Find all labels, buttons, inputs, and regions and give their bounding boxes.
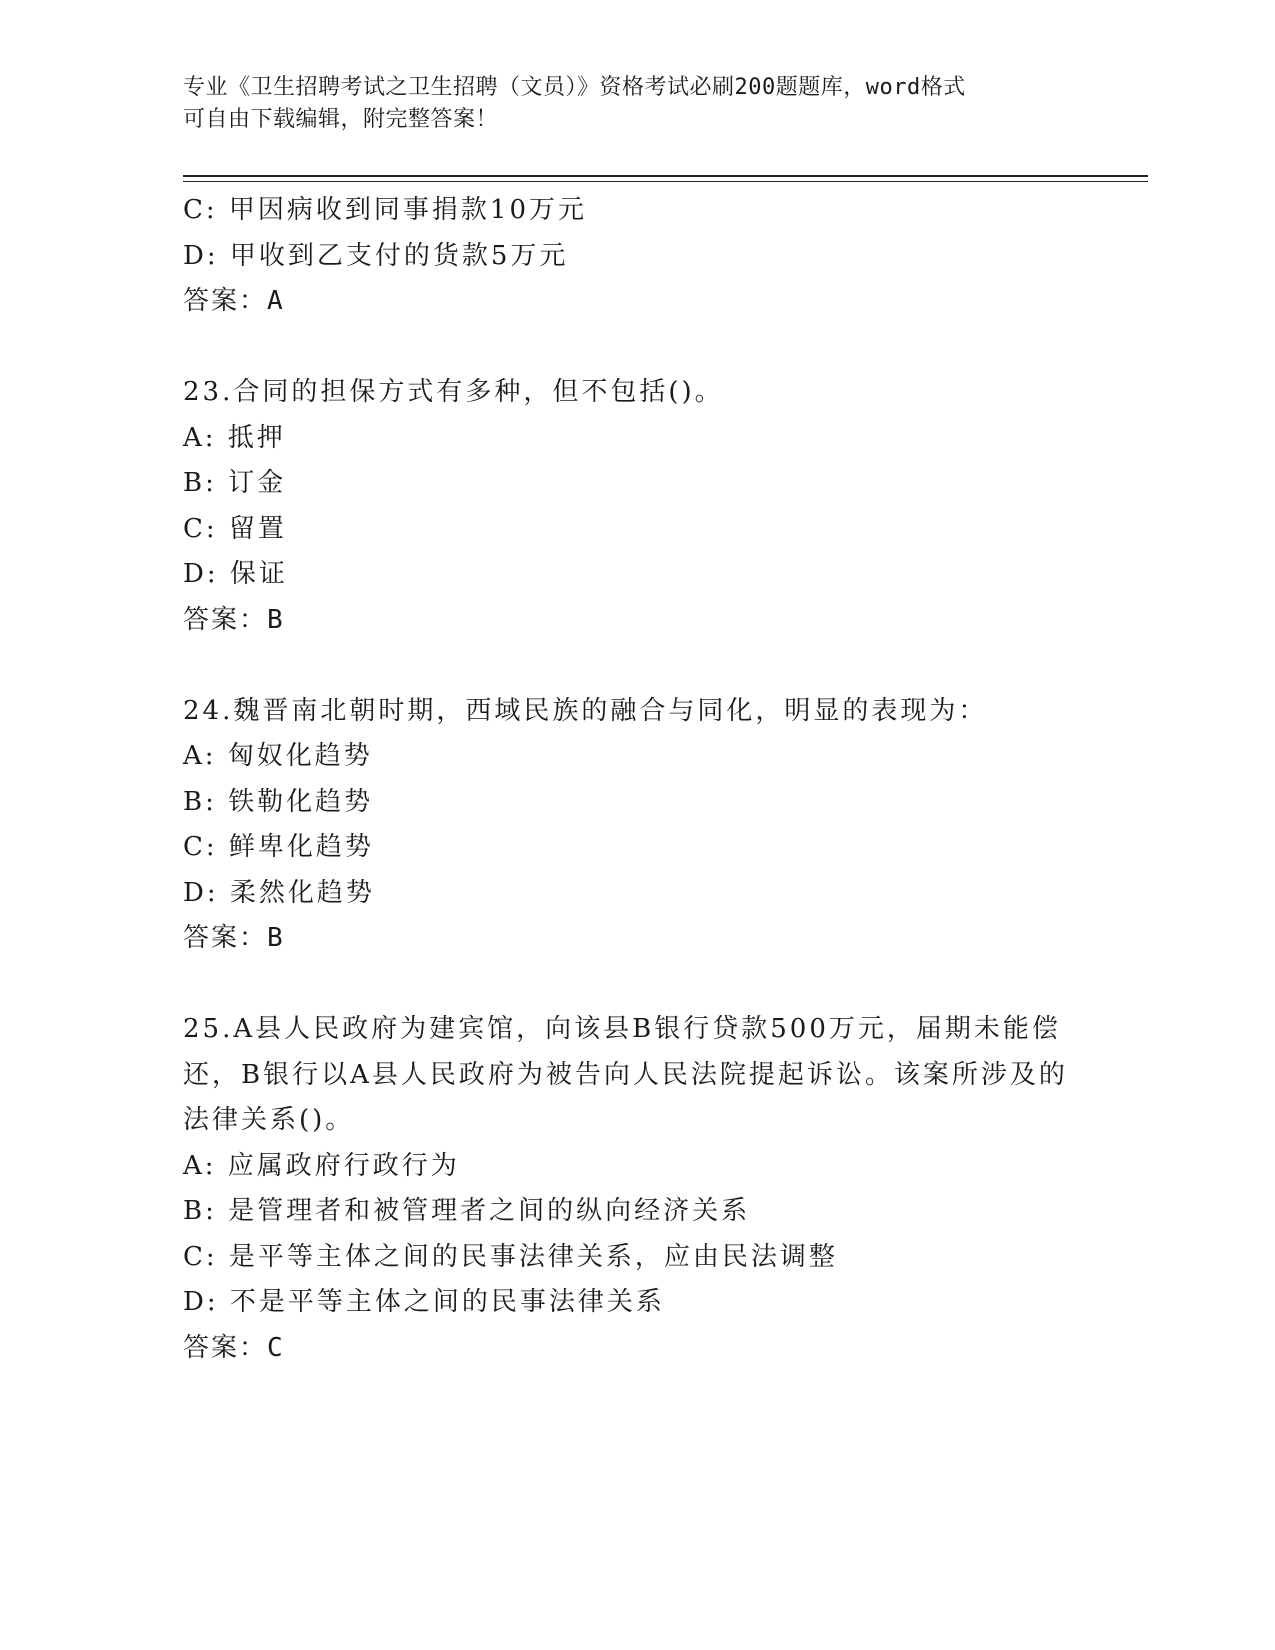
header-title-line-1: 专业《卫生招聘考试之卫生招聘（文员）》资格考试必刷200题题库，word格式 bbox=[183, 75, 966, 100]
option-d: D: 柔然化趋势 bbox=[183, 877, 375, 908]
question-25 bbox=[183, 1007, 1083, 1371]
answer-line bbox=[183, 1326, 1083, 1372]
header-divider-thick bbox=[183, 175, 1148, 177]
answer-label: 答案： bbox=[183, 286, 268, 316]
page-header bbox=[183, 72, 1063, 136]
answer-key: A bbox=[267, 286, 285, 316]
option-a: A: 匈奴化趋势 bbox=[183, 741, 373, 771]
question-22 bbox=[183, 188, 1083, 325]
option-c: C: 是平等主体之间的民事法律关系，应由民法调整 bbox=[183, 1241, 838, 1272]
option-a: A: 抵押 bbox=[183, 422, 286, 453]
header-title-line-2: 可自由下载编辑，附完整答案！ bbox=[183, 107, 499, 132]
option-b: B: 订金 bbox=[183, 468, 287, 498]
option-a: A: 应属政府行政行为 bbox=[183, 1150, 460, 1181]
question-stem-line-3: 法律关系()。 bbox=[183, 1105, 355, 1135]
spacer bbox=[183, 962, 1083, 1008]
answer-label: 答案： bbox=[183, 1332, 268, 1363]
spacer bbox=[183, 325, 1083, 371]
option-d: D: 不是平等主体之间的民事法律关系 bbox=[183, 1287, 665, 1317]
option-d: D: 保证 bbox=[183, 559, 288, 589]
question-stem-line-2: 还，B银行以A县人民政府为被告向人民法院提起诉讼。该案所涉及的 bbox=[183, 1059, 1068, 1090]
header-divider-thin bbox=[183, 181, 1148, 182]
question-stem-line-1: 25.A县人民政府为建宾馆，向该县B银行贷款500万元，届期未能偿 bbox=[183, 1014, 1061, 1044]
question-stem: 23.合同的担保方式有多种，但不包括()。 bbox=[183, 377, 724, 407]
answer-line bbox=[183, 598, 1083, 644]
question-24 bbox=[183, 689, 1083, 962]
answer-label: 答案： bbox=[183, 604, 268, 635]
option-b: B: 是管理者和被管理者之间的纵向经济关系 bbox=[183, 1196, 751, 1226]
answer-key: C bbox=[267, 1332, 285, 1363]
option-c: C: 甲因病收到同事捐款10万元 bbox=[183, 195, 588, 225]
option-c: C: 鲜卑化趋势 bbox=[183, 832, 374, 862]
option-d: D: 甲收到乙支付的货款5万元 bbox=[183, 240, 569, 271]
option-c: C: 留置 bbox=[183, 513, 287, 544]
answer-label: 答案： bbox=[183, 923, 268, 953]
answer-line bbox=[183, 916, 1083, 962]
question-list bbox=[183, 188, 1083, 1371]
question-23 bbox=[183, 370, 1083, 643]
answer-line bbox=[183, 279, 1083, 325]
spacer bbox=[183, 643, 1083, 689]
option-b: B: 铁勒化趋势 bbox=[183, 786, 374, 817]
question-stem: 24.魏晋南北朝时期，西域民族的融合与同化，明显的表现为： bbox=[183, 695, 988, 726]
answer-key: B bbox=[267, 604, 285, 635]
answer-key: B bbox=[267, 923, 285, 953]
